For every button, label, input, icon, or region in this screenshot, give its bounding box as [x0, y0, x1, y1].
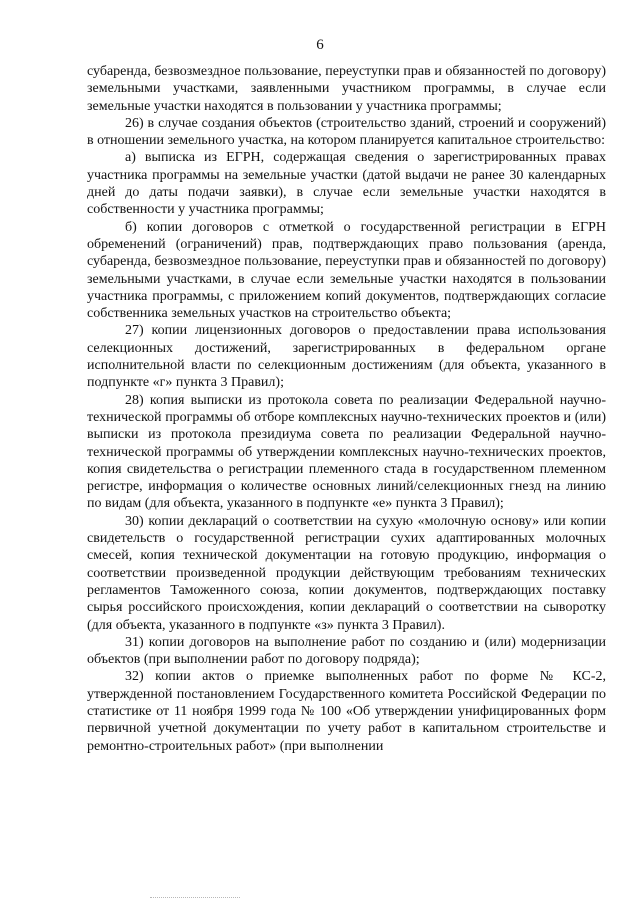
document-body [87, 63, 606, 755]
paragraph-item-26a: а) выписка из ЕГРН, содержащая сведения о зарегистрированных правах участника программы на земельные участки (датой выдачи не ранее 30 календарных дней до даты подачи заявки), в случае если земельные участки находятся в собственности у участника программы; [87, 150, 606, 218]
paragraph-item-31: 31) копии договоров на выполнение работ по созданию и (или) модернизации объектов (при выполнении работ по договору подряда); [87, 634, 606, 668]
paragraph-item-27: 27) копии лицензионных договоров о предоставлении права использования селекционных достижений, зарегистрированных в федеральном органе исполнительной власти по селекционным достижениям (для объекта, указанного в подпункте «г» пункта 3 Правил); [87, 323, 606, 391]
paragraph-item-28: 28) копия выписки из протокола совета по реализации Федеральной научно-технической программы об отборе комплексных научно-технических проектов и (или) выписки из протокола президиума совета по реализации Федеральной научно-технической программы об утверждении комплексных научно-технических проектов, копия свидетельства о регистрации племенного стада в государственном племенном регистре, информация о количестве основных линий/селекционных гнезд на линию по видам (для объекта, указанного в подпункте «е» пункта 3 Правил); [87, 392, 606, 512]
scan-artifact [150, 897, 240, 904]
page-number: 6 [316, 37, 324, 53]
paragraph-item-30: 30) копии деклараций о соответствии на сухую «молочную основу» или копии свидетельств о государственной регистрации сухих адаптированных молочных смесей, копия технической документации на готовую продукцию, информация о соответствии произведенной продукции действующим требованиям технических регламентов Таможенного союза, копии документов, подтверждающих поставку сырья российского происхождения, копии деклараций о соответствии на сыворотку (для объекта, указанного в подпункте «з» пункта 3 Правил). [87, 513, 606, 633]
paragraph-continuation: субаренда, безвозмездное пользование, переуступки прав и обязанностей по договору) земельными участками, заявленными участником программы, в случае если земельные участки находятся в пользовании у участника программы; [87, 64, 606, 114]
paragraph-item-32: 32) копии актов о приемке выполненных работ по форме № КС-2, утвержденной постановлением Государственного комитета Российской Федерации по статистике от 11 ноября 1999 года № 100 «Об утверждении унифицированных форм первичной учетной документации по учету работ в капитальном строительстве и ремонтно-строительных работ» (при выполнении [87, 669, 606, 754]
paragraph-item-26: 26) в случае создания объектов (строительство зданий, строений и сооружений) в отношении земельного участка, на котором планируется капитальное строительство: [87, 115, 606, 149]
paragraph-item-26b: б) копии договоров с отметкой о государственной регистрации в ЕГРН обременений (ограничений) прав, подтверждающих право пользования (аренда, субаренда, безвозмездное пользование, переуступки прав и обязанностей по договору) земельными участками, в случае если земельные участки находятся в пользовании участника программы, с приложением копий документов, подтверждающих согласие собственника земельных участков на строительство объекта; [87, 219, 606, 322]
